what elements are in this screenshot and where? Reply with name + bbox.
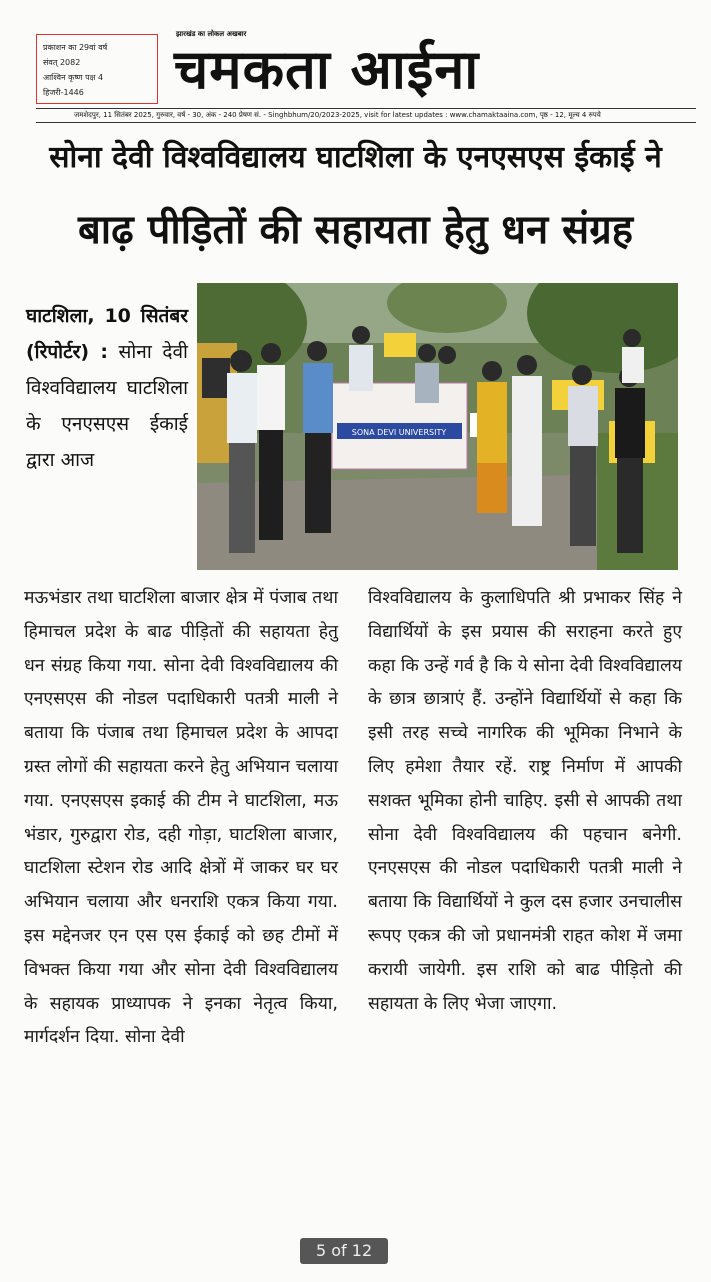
page-indicator: 5 of 12: [300, 1238, 388, 1264]
edition-line: संवत् 2082: [43, 58, 81, 67]
edition-line: प्रकाशन का 29वां वर्ष: [43, 43, 108, 52]
article-lead: [26, 298, 188, 478]
masthead-tagline: झारखंड का लोकल अखबार: [176, 30, 247, 38]
headline-main: बाढ़ पीड़ितों की सहायता हेतु धन संग्रह: [77, 207, 634, 253]
masthead: [26, 18, 690, 124]
article-column-left: मऊभंडार तथा घाटशिला बाजार क्षेत्र में पंजाब तथा हिमाचल प्रदेश के बाढ पीड़ितों की सहायता हेतु धन संग्रह किया गया. सोना देवी विश्वविद्यालय की एनएसएस की नोडल पदाधिकारी पतत्री माली ने बताया कि पंजाब तथा हिमाचल प्रदेश के आपदा ग्रस्त लोगों की सहायता करने हेतु अभियान चलाया गया. एनएसएस इकाई की टीम ने घाटशिला, मऊ भंडार, गुरुद्वारा रोड, दही गोड़ा, घाटशिला बाजार, घाटशिला स्टेशन रोड आदि क्षेत्रों में जाकर घर घर अभियान चलाया और धनराशि एकत्र किया गया. इस मद्देनजर एन एस एस ईकाई को छह टीमों में विभक्त किया गया और सोना देवी विश्वविद्यालय के सहायक प्राध्यापक ने इनका नेतृत्व किया, मार्गदर्शन दिया. सोना देवी: [24, 588, 338, 1048]
edition-box: [36, 34, 158, 104]
group-photo-illustration: [197, 283, 678, 570]
newspaper-title: चमकता आईना: [174, 38, 480, 101]
edition-line: आश्विन कृष्ण पक्ष 4: [43, 73, 104, 82]
issue-dateline: जमशेदपुर, 11 सितंबर 2025, गुरुवार, वर्ष - 30, अंक - 240 प्रेषण सं. - Singhbhum/20/2023-2025, visit for latest updates : www.chamaktaaina.com, पृष्ठ - 12, मूल्य 4 रुपये: [36, 108, 696, 123]
article-lead-text: सोना देवी विश्वविद्यालय घाटशिला के एनएसएस ईकाई द्वारा आज: [26, 341, 188, 471]
article-dateline: घाटशिला, 10 सितंबर (रिपोर्टर) :: [26, 305, 188, 363]
banner-text: SONA DEVI UNIVERSITY: [351, 428, 447, 437]
article-column-right: विश्वविद्यालय के कुलाधिपति श्री प्रभाकर सिंह ने विद्यार्थियों के इस प्रयास की सराहना करते हुए कहा कि उन्हें गर्व है कि ये सोना देवी विश्वविद्यालय के छात्र छात्राएं हैं. उन्होंने विद्यार्थियों से कहा कि इसी तरह सच्चे नागरिक की भूमिका निभाने के लिए हमेशा तैयार रहें. राष्ट्र निर्माण में आपकी सशक्त भूमिका होनी चाहिए. इसी से आपकी तथा सोना देवी विश्वविद्यालय की पहचान बनेगी. एनएसएस की नोडल पदाधिकारी पतत्री माली ने बताया कि विद्यार्थियों ने कुल दस हजार उनचालीस रूपए एकत्र की जो प्रधानमंत्री राहत कोश में जमा करायी जायेगी. इस राशि को बाढ पीड़ितो की सहायता के लिए भेजा जाएगा.: [368, 588, 682, 1014]
headline-kicker: सोना देवी विश्वविद्यालय घाटशिला के एनएसएस ईकाई ने: [49, 140, 662, 175]
news-photo: [197, 283, 678, 570]
edition-line: हिजरी-1446: [43, 88, 84, 97]
